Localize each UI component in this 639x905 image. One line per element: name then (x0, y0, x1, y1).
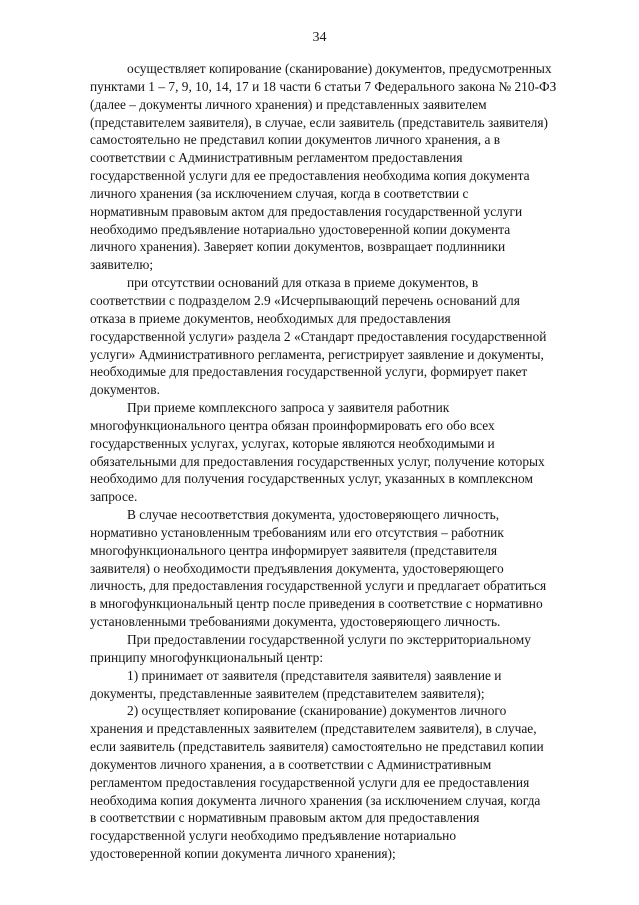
paragraph-extraterritorial: При предоставлении государственной услуги по экстерриториальному принципу многофункциональный центр: (90, 632, 531, 665)
paragraph-identity-document: В случае несоответствия документа, удостоверяющего личность, нормативно установленным требованиям или его отсутствия – работник многофункционального центра информирует заявителя (представителя заявителя) о необходимости предъявления документа, удостоверяющего личность, для предоставления государственной услуги и предлагает обратиться в многофункциональный центр после приведения в соответствие с нормативно установленными требованиями документа, удостоверяющего личность. (90, 507, 547, 630)
paragraph-complex-request: При приеме комплексного запроса у заявителя работник многофункционального центра обязан проинформировать его обо всех государственных услугах, услугах, которые являются необходимыми и обязательными для предоставления государственных услуг, получение которых необходимо для получения государственных услуг, указанных в комплексном запросе. (90, 400, 545, 505)
paragraph-copying-documents: осуществляет копирование (сканирование) документов, предусмотренных пунктами 1 – 7, 9, 10, 14, 17 и 18 части 6 статьи 7 Федерального закона № 210-ФЗ (далее – документы личного хранения) и представленных заявителем (представителем заявителя), в случае, если заявитель (представитель заявителя) самостоятельно не представил копии документов личного хранения, а в соответствии с Административным регламентом предоставления государственной услуги для ее предоставления необходима копия документа личного хранения (за исключением случая, когда в соответствии с нормативным правовым актом для предоставления государственной услуги необходимо предъявление нотариально удостоверенной копии документа личного хранения). Заверяет копии документов, возвращает подлинники заявителю; (90, 61, 557, 273)
document-body (90, 60, 608, 863)
paragraph-registration: при отсутствии оснований для отказа в приеме документов, в соответствии с подразделом 2.9 «Исчерпывающий перечень оснований для отказа в приеме документов, необходимых для предоставления государственной услуги» раздела 2 «Стандарт предоставления государственной услуги» Административного регламента, регистрирует заявление и документы, необходимые для предоставления государственной услуги, формирует пакет документов. (90, 275, 547, 398)
list-item-1: 1) принимает от заявителя (представителя заявителя) заявление и документы, представленные заявителем (представителем заявителя); (90, 667, 502, 701)
page-number: 34 (312, 30, 327, 45)
list-item-2: 2) осуществляет копирование (сканирование) документов личного хранения и представленных заявителем (представителем заявителя), в случае, если заявитель (представитель заявителя) самостоятельно не представил копии документов личного хранения, а в соответствии с Административным регламентом предоставления государственной услуги для ее предоставления необходима копия документа личного хранения (за исключением случая, когда в соответствии с нормативным правовым актом для предоставления государственной услуги необходимо предъявление нотариально удостоверенной копии документа личного хранения); (90, 703, 544, 862)
